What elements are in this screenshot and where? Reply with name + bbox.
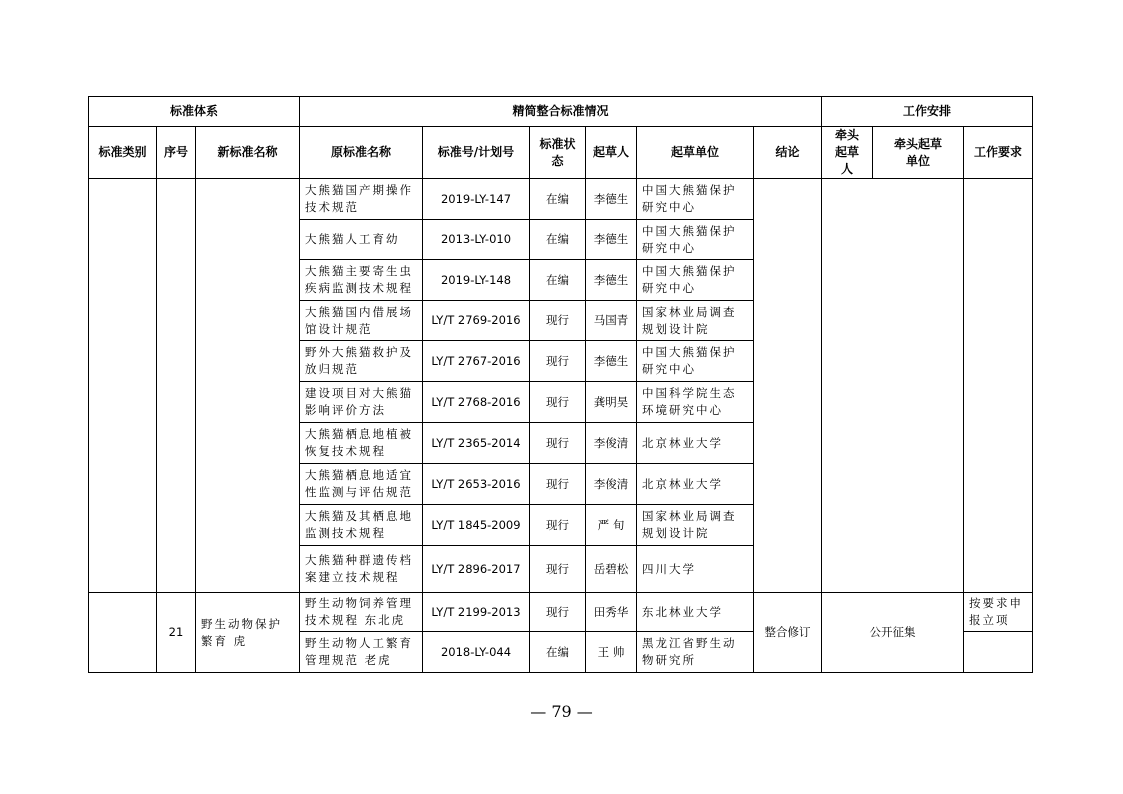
status-cell: 现行: [530, 301, 586, 341]
lead-cell: 公开征集: [822, 593, 964, 673]
unit-cell: 中国大熊猫保护研究中心: [637, 341, 754, 382]
header-number: 标准号/计划号: [423, 127, 530, 179]
drafter-cell: 李俊清: [586, 423, 637, 464]
drafter-cell: 龚明昊: [586, 382, 637, 423]
header-requirement: 工作要求: [964, 127, 1033, 179]
unit-cell: 东北林业大学: [637, 593, 754, 632]
lead-cell: [822, 179, 964, 593]
header-conclusion: 结论: [754, 127, 822, 179]
table-row: [89, 179, 1033, 220]
orig-name-cell: 大熊猫人工育幼: [300, 220, 423, 260]
requirement-cell: [964, 179, 1033, 593]
category-cell: [89, 179, 157, 593]
status-cell: 现行: [530, 423, 586, 464]
orig-name-cell: 大熊猫及其栖息地监测技术规程: [300, 505, 423, 546]
drafter-cell: 李德生: [586, 341, 637, 382]
standards-table: [88, 96, 1033, 673]
status-cell: 现行: [530, 464, 586, 505]
unit-cell: 四川大学: [637, 546, 754, 593]
unit-cell: 北京林业大学: [637, 464, 754, 505]
new-name-cell: [196, 179, 300, 593]
unit-cell: 中国大熊猫保护研究中心: [637, 179, 754, 220]
status-cell: 现行: [530, 341, 586, 382]
orig-name-cell: 野生动物人工繁育管理规范 老虎: [300, 632, 423, 673]
drafter-cell: 李俊清: [586, 464, 637, 505]
orig-name-cell: 野外大熊猫救护及放归规范: [300, 341, 423, 382]
orig-name-cell: 大熊猫国产期操作技术规范: [300, 179, 423, 220]
header-lead-drafter: 牵头起草人: [822, 127, 873, 179]
header-row-columns: [89, 127, 1033, 179]
drafter-cell: 李德生: [586, 179, 637, 220]
status-cell: 在编: [530, 179, 586, 220]
status-cell: 在编: [530, 260, 586, 301]
unit-cell: 黑龙江省野生动物研究所: [637, 632, 754, 673]
number-cell: 2019-LY-147: [423, 179, 530, 220]
requirement-cell: [964, 632, 1033, 673]
status-cell: 在编: [530, 220, 586, 260]
number-cell: LY/T 2896-2017: [423, 546, 530, 593]
header-new-name: 新标准名称: [196, 127, 300, 179]
number-cell: 2018-LY-044: [423, 632, 530, 673]
drafter-cell: 严 旬: [586, 505, 637, 546]
drafter-cell: 李德生: [586, 260, 637, 301]
number-cell: 2019-LY-148: [423, 260, 530, 301]
drafter-cell: 李德生: [586, 220, 637, 260]
conclusion-cell: [754, 179, 822, 593]
drafter-cell: 田秀华: [586, 593, 637, 632]
header-integration-status: 精简整合标准情况: [300, 97, 822, 127]
number-cell: LY/T 2199-2013: [423, 593, 530, 632]
table-row: [89, 593, 1033, 632]
header-orig-name: 原标准名称: [300, 127, 423, 179]
requirement-cell: 按要求申报立项: [964, 593, 1033, 632]
orig-name-cell: 建设项目对大熊猫影响评价方法: [300, 382, 423, 423]
drafter-cell: 岳碧松: [586, 546, 637, 593]
number-cell: LY/T 2365-2014: [423, 423, 530, 464]
orig-name-cell: 大熊猫栖息地植被恢复技术规程: [300, 423, 423, 464]
orig-name-cell: 大熊猫主要寄生虫疾病监测技术规程: [300, 260, 423, 301]
status-cell: 现行: [530, 382, 586, 423]
status-cell: 现行: [530, 593, 586, 632]
number-cell: 2013-LY-010: [423, 220, 530, 260]
header-standard-system: 标准体系: [89, 97, 300, 127]
header-status: 标准状态: [530, 127, 586, 179]
header-drafter: 起草人: [586, 127, 637, 179]
drafter-cell: 王 帅: [586, 632, 637, 673]
drafter-cell: 马国青: [586, 301, 637, 341]
new-name-cell: 野生动物保护繁育 虎: [196, 593, 300, 673]
seq-cell: 21: [157, 593, 196, 673]
page-number: — 79 —: [530, 702, 593, 721]
status-cell: 现行: [530, 505, 586, 546]
header-row-groups: [89, 97, 1033, 127]
header-seq: 序号: [157, 127, 196, 179]
orig-name-cell: 大熊猫栖息地适宜性监测与评估规范: [300, 464, 423, 505]
unit-cell: 国家林业局调查规划设计院: [637, 301, 754, 341]
unit-cell: 中国大熊猫保护研究中心: [637, 260, 754, 301]
status-cell: 现行: [530, 546, 586, 593]
number-cell: LY/T 2767-2016: [423, 341, 530, 382]
orig-name-cell: 大熊猫国内借展场馆设计规范: [300, 301, 423, 341]
number-cell: LY/T 1845-2009: [423, 505, 530, 546]
unit-cell: 北京林业大学: [637, 423, 754, 464]
unit-cell: 中国科学院生态环境研究中心: [637, 382, 754, 423]
header-unit: 起草单位: [637, 127, 754, 179]
unit-cell: 中国大熊猫保护研究中心: [637, 220, 754, 260]
unit-cell: 国家林业局调查规划设计院: [637, 505, 754, 546]
number-cell: LY/T 2653-2016: [423, 464, 530, 505]
orig-name-cell: 野生动物饲养管理技术规程 东北虎: [300, 593, 423, 632]
orig-name-cell: 大熊猫种群遗传档案建立技术规程: [300, 546, 423, 593]
conclusion-cell: 整合修订: [754, 593, 822, 673]
header-category: 标准类别: [89, 127, 157, 179]
category-cell: [89, 593, 157, 673]
seq-cell: [157, 179, 196, 593]
header-work-arrangement: 工作安排: [822, 97, 1033, 127]
status-cell: 在编: [530, 632, 586, 673]
number-cell: LY/T 2768-2016: [423, 382, 530, 423]
header-lead-unit: 牵头起草单位: [873, 127, 964, 179]
number-cell: LY/T 2769-2016: [423, 301, 530, 341]
